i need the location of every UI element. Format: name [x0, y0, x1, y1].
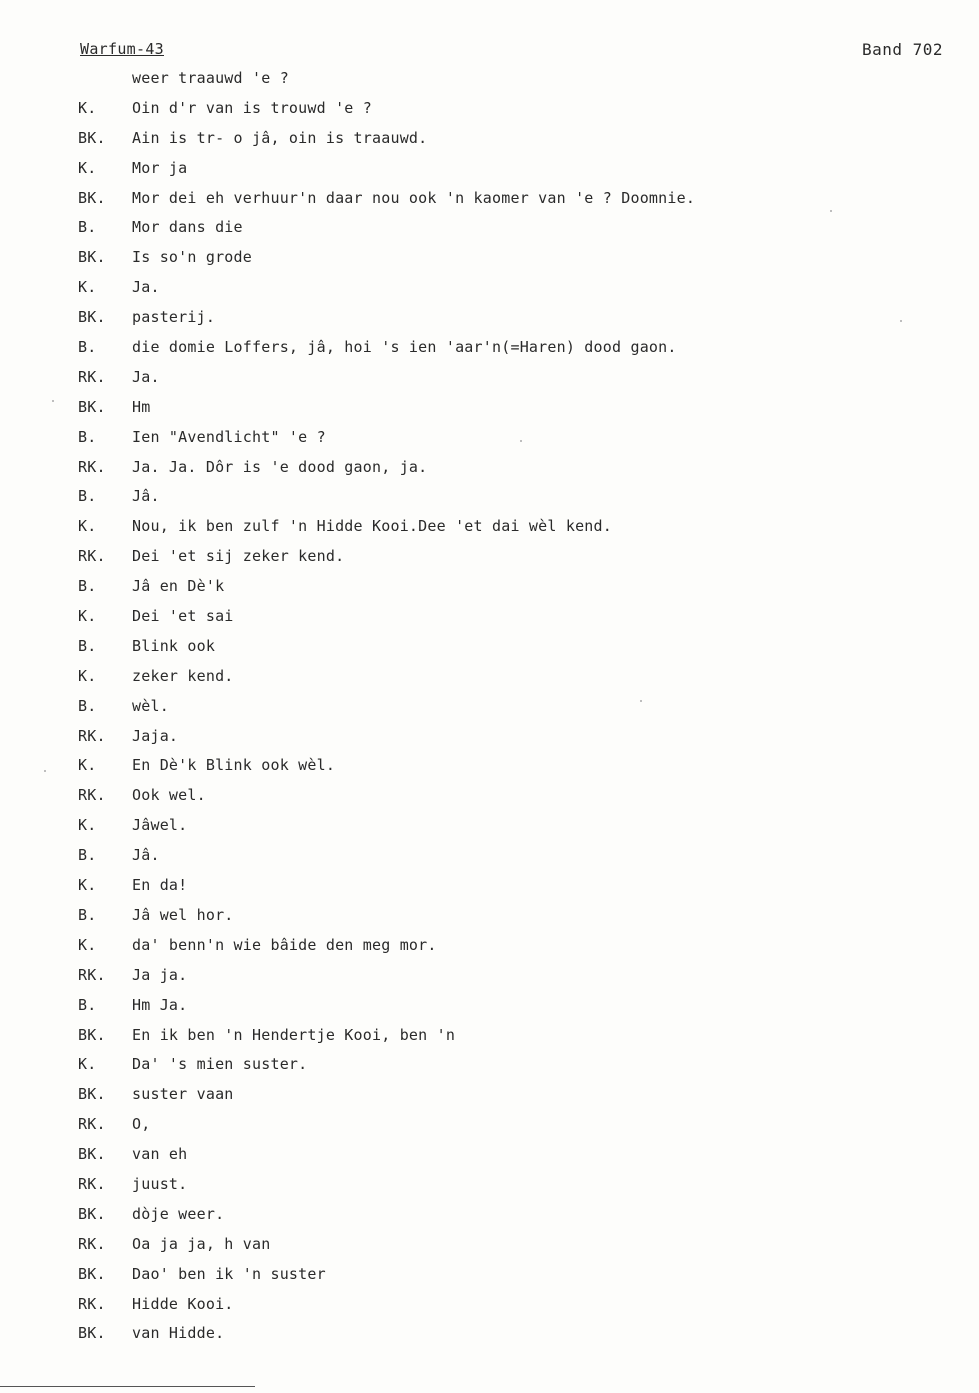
speaker-label: BK. — [78, 188, 106, 207]
utterance-text: Jâ. — [132, 846, 160, 865]
utterance-text: Oin d'r van is trouwd 'e ? — [132, 98, 372, 117]
utterance-text: Jâ en Dè'k — [132, 577, 225, 596]
transcript-line — [0, 126, 979, 156]
utterance-text: Oa ja ja, h van — [132, 1234, 271, 1253]
transcript-line — [0, 604, 979, 634]
speaker-label: K. — [78, 278, 97, 297]
utterance-text: Ja. Ja. Dôr is 'e dood gaon, ja. — [132, 457, 428, 476]
utterance-text: wèl. — [132, 696, 169, 715]
utterance-text: Ook wel. — [132, 786, 206, 805]
bottom-divider — [0, 1386, 255, 1387]
transcript-body — [0, 66, 979, 1351]
speaker-label: B. — [78, 338, 97, 357]
speaker-label: B. — [78, 487, 97, 506]
utterance-text: Jaja. — [132, 726, 179, 745]
utterance-text: pasterij. — [132, 308, 216, 327]
transcript-line — [0, 514, 979, 544]
utterance-text: Ien "Avendlicht" 'e ? — [132, 427, 326, 446]
transcript-line — [0, 933, 979, 963]
transcript-line — [0, 664, 979, 694]
transcript-line — [0, 245, 979, 275]
transcript-line — [0, 425, 979, 455]
transcript-line — [0, 993, 979, 1023]
transcript-line — [0, 395, 979, 425]
speaker-label: B. — [78, 846, 97, 865]
utterance-text: zeker kend. — [132, 666, 234, 685]
speaker-label: RK. — [78, 457, 106, 476]
transcript-line — [0, 1023, 979, 1053]
utterance-text: die domie Loffers, jâ, hoi 's ien 'aar'n(=Haren) dood gaon. — [132, 338, 677, 357]
transcript-line — [0, 305, 979, 335]
transcript-line — [0, 1292, 979, 1322]
utterance-text: Mor ja — [132, 158, 188, 177]
transcript-line — [0, 634, 979, 664]
transcript-line — [0, 66, 979, 96]
transcript-line — [0, 455, 979, 485]
speaker-label: K. — [78, 98, 97, 117]
utterance-text: juust. — [132, 1174, 188, 1193]
transcript-line — [0, 96, 979, 126]
speaker-label: K. — [78, 935, 97, 954]
speaker-label: BK. — [78, 308, 106, 327]
speaker-label: B. — [78, 696, 97, 715]
speaker-label: K. — [78, 607, 97, 626]
transcript-line — [0, 1052, 979, 1082]
scan-speck — [52, 400, 54, 402]
transcript-line — [0, 1082, 979, 1112]
transcript-line — [0, 365, 979, 395]
scan-speck — [900, 320, 902, 322]
scan-speck — [640, 700, 642, 702]
speaker-label: RK. — [78, 367, 106, 386]
speaker-label: K. — [78, 1055, 97, 1074]
transcript-line — [0, 694, 979, 724]
speaker-label: K. — [78, 666, 97, 685]
utterance-text: En ik ben 'n Hendertje Kooi, ben 'n — [132, 1025, 456, 1044]
utterance-text: da' benn'n wie bâide den meg mor. — [132, 935, 437, 954]
utterance-text: O, — [132, 1115, 151, 1134]
scan-speck — [830, 210, 832, 212]
scan-speck — [44, 770, 46, 772]
speaker-label: K. — [78, 816, 97, 835]
transcript-line — [0, 1321, 979, 1351]
transcript-line — [0, 724, 979, 754]
transcript-line — [0, 873, 979, 903]
speaker-label: K. — [78, 876, 97, 895]
utterance-text: Ja. — [132, 278, 160, 297]
transcript-line — [0, 1172, 979, 1202]
transcript-line — [0, 275, 979, 305]
speaker-label: BK. — [78, 1145, 106, 1164]
speaker-label: B. — [78, 577, 97, 596]
utterance-text: En Dè'k Blink ook wèl. — [132, 756, 336, 775]
transcript-line — [0, 186, 979, 216]
transcript-line — [0, 484, 979, 514]
utterance-text: dòje weer. — [132, 1204, 225, 1223]
scan-speck — [520, 440, 522, 442]
transcript-line — [0, 335, 979, 365]
utterance-text: Dao' ben ik 'n suster — [132, 1264, 326, 1283]
utterance-text: Blink ook — [132, 636, 216, 655]
transcript-line — [0, 783, 979, 813]
transcript-line — [0, 843, 979, 873]
speaker-label: RK. — [78, 1234, 106, 1253]
speaker-label: K. — [78, 517, 97, 536]
speaker-label: K. — [78, 756, 97, 775]
utterance-text: Jâ wel hor. — [132, 905, 234, 924]
utterance-text: Jâwel. — [132, 816, 188, 835]
utterance-text: Nou, ik ben zulf 'n Hidde Kooi.Dee 'et dai wèl kend. — [132, 517, 612, 536]
speaker-label: K. — [78, 158, 97, 177]
speaker-label: RK. — [78, 1294, 106, 1313]
transcript-line — [0, 1232, 979, 1262]
speaker-label: RK. — [78, 1174, 106, 1193]
transcript-line — [0, 544, 979, 574]
speaker-label: B. — [78, 218, 97, 237]
speaker-label: BK. — [78, 1324, 106, 1343]
speaker-label: B. — [78, 995, 97, 1014]
utterance-text: Jâ. — [132, 487, 160, 506]
speaker-label: RK. — [78, 547, 106, 566]
speaker-label: BK. — [78, 128, 106, 147]
band-label: Band 702 — [861, 40, 943, 59]
transcript-line — [0, 1202, 979, 1232]
transcript-line — [0, 1142, 979, 1172]
file-label: Warfum-43 — [80, 40, 164, 58]
utterance-text: Ain is tr- o jâ, oin is traauwd. — [132, 128, 428, 147]
utterance-text: Mor dans die — [132, 218, 243, 237]
transcript-line — [0, 813, 979, 843]
utterance-text: Ja ja. — [132, 965, 188, 984]
transcript-line — [0, 156, 979, 186]
utterance-text: Hidde Kooi. — [132, 1294, 234, 1313]
transcript-line — [0, 1262, 979, 1292]
utterance-text: suster vaan — [132, 1085, 234, 1104]
utterance-text: Is so'n grode — [132, 248, 252, 267]
utterance-text: van Hidde. — [132, 1324, 225, 1343]
speaker-label: BK. — [78, 1025, 106, 1044]
speaker-label: B. — [78, 905, 97, 924]
transcript-line — [0, 215, 979, 245]
speaker-label: BK. — [78, 397, 106, 416]
transcript-line — [0, 574, 979, 604]
speaker-label: RK. — [78, 1115, 106, 1134]
speaker-label: BK. — [78, 1204, 106, 1223]
speaker-label: RK. — [78, 965, 106, 984]
utterance-text: En da! — [132, 876, 188, 895]
speaker-label: BK. — [78, 248, 106, 267]
speaker-label: BK. — [78, 1085, 106, 1104]
utterance-text: van eh — [132, 1145, 188, 1164]
speaker-label: B. — [78, 636, 97, 655]
speaker-label: RK. — [78, 726, 106, 745]
transcript-line — [0, 753, 979, 783]
utterance-text: Ja. — [132, 367, 160, 386]
utterance-text: Mor dei eh verhuur'n daar nou ook 'n kaomer van 'e ? Doomnie. — [132, 188, 696, 207]
utterance-text: Hm — [132, 397, 151, 416]
utterance-text: Dei 'et sij zeker kend. — [132, 547, 345, 566]
transcript-line — [0, 1112, 979, 1142]
utterance-text: Hm Ja. — [132, 995, 188, 1014]
speaker-label: RK. — [78, 786, 106, 805]
speaker-label: B. — [78, 427, 97, 446]
speaker-label: BK. — [78, 1264, 106, 1283]
transcript-line — [0, 963, 979, 993]
utterance-text: weer traauwd 'e ? — [132, 69, 289, 87]
utterance-text: Da' 's mien suster. — [132, 1055, 308, 1074]
transcript-line — [0, 903, 979, 933]
utterance-text: Dei 'et sai — [132, 607, 234, 626]
